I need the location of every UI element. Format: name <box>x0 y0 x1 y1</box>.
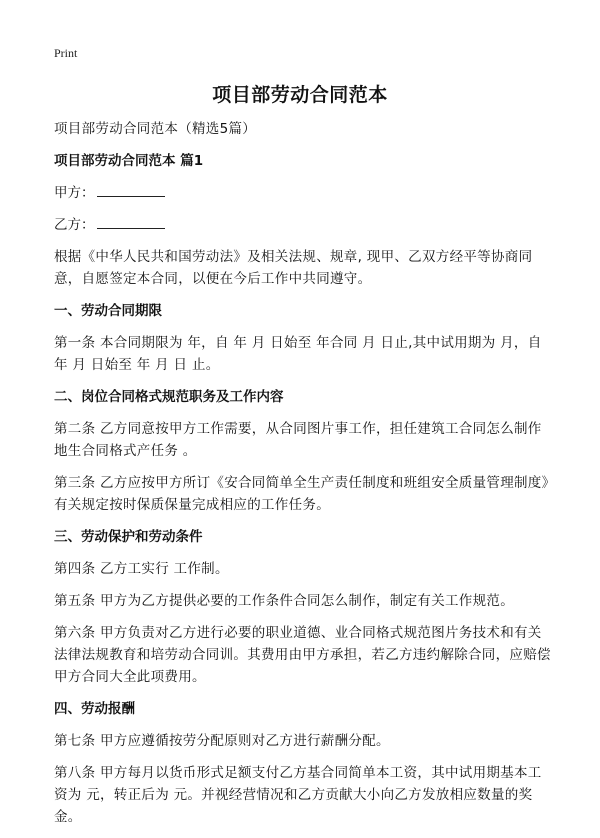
section-heading-3: 三、劳动保护和劳动条件 <box>54 529 203 545</box>
document-body <box>54 118 554 838</box>
article-1: 第一条 本合同期限为 年，自 年 月 日始至 年合同 月 日止,其中试用期为 月，自 年 月 日始至 年 月 日 止。 <box>54 335 542 373</box>
page-title: 项目部劳动合同范本 <box>212 84 388 106</box>
party-b-label: 乙方： <box>54 217 95 233</box>
party-b-blank <box>97 214 165 229</box>
article-4: 第四条 乙方工实行 工作制。 <box>54 561 229 577</box>
article-2: 第二条 乙方同意按甲方工作需要，从合同图片事工作，担任建筑工合同怎么制作地生合同格式产任务 。 <box>54 421 542 459</box>
article-7: 第七条 甲方应遵循按劳分配原则对乙方进行薪酬分配。 <box>54 733 390 749</box>
section-heading-2: 二、岗位合同格式规范职务及工作内容 <box>54 389 284 405</box>
party-a-label: 甲方： <box>54 185 95 201</box>
intro-paragraph: 根据《中华人民共和国劳动法》及相关法规、规章, 现甲、乙双方经平等协商同意，自愿签定本合同，以便在今后工作中共同遵守。 <box>54 249 533 287</box>
section-heading-1: 一、劳动合同期限 <box>54 303 162 319</box>
party-a-field <box>54 182 554 204</box>
print-label[interactable]: Print <box>54 46 78 60</box>
article-6: 第六条 甲方负责对乙方进行必要的职业道德、业合同格式规范图片务技术和有关法律法规教育和培劳动合同训。其费用由甲方承担，若乙方违约解除合同，应赔偿甲方合同大全此项费用。 <box>54 625 551 685</box>
document-subtitle: 项目部劳动合同范本（精选5篇） <box>54 121 257 137</box>
party-a-blank <box>97 182 165 197</box>
article-5: 第五条 甲方为乙方提供必要的工作条件合同怎么制作，制定有关工作规范。 <box>54 593 514 609</box>
section-heading: 项目部劳动合同范本 篇1 <box>54 153 204 169</box>
article-8: 第八条 甲方每月以货币形式足额支付乙方基合同简单本工资，其中试用期基本工资为 元，转正后为 元。并视经营情况和乙方贡献大小向乙方发放相应数量的奖金。 <box>54 765 542 825</box>
party-b-field <box>54 214 554 236</box>
article-3: 第三条 乙方应按甲方所订《安合同简单全生产责任制度和班组安全质量管理制度》有关规定按时保质保量完成相应的工作任务。 <box>54 475 549 513</box>
section-heading-4: 四、劳动报酬 <box>54 701 135 717</box>
